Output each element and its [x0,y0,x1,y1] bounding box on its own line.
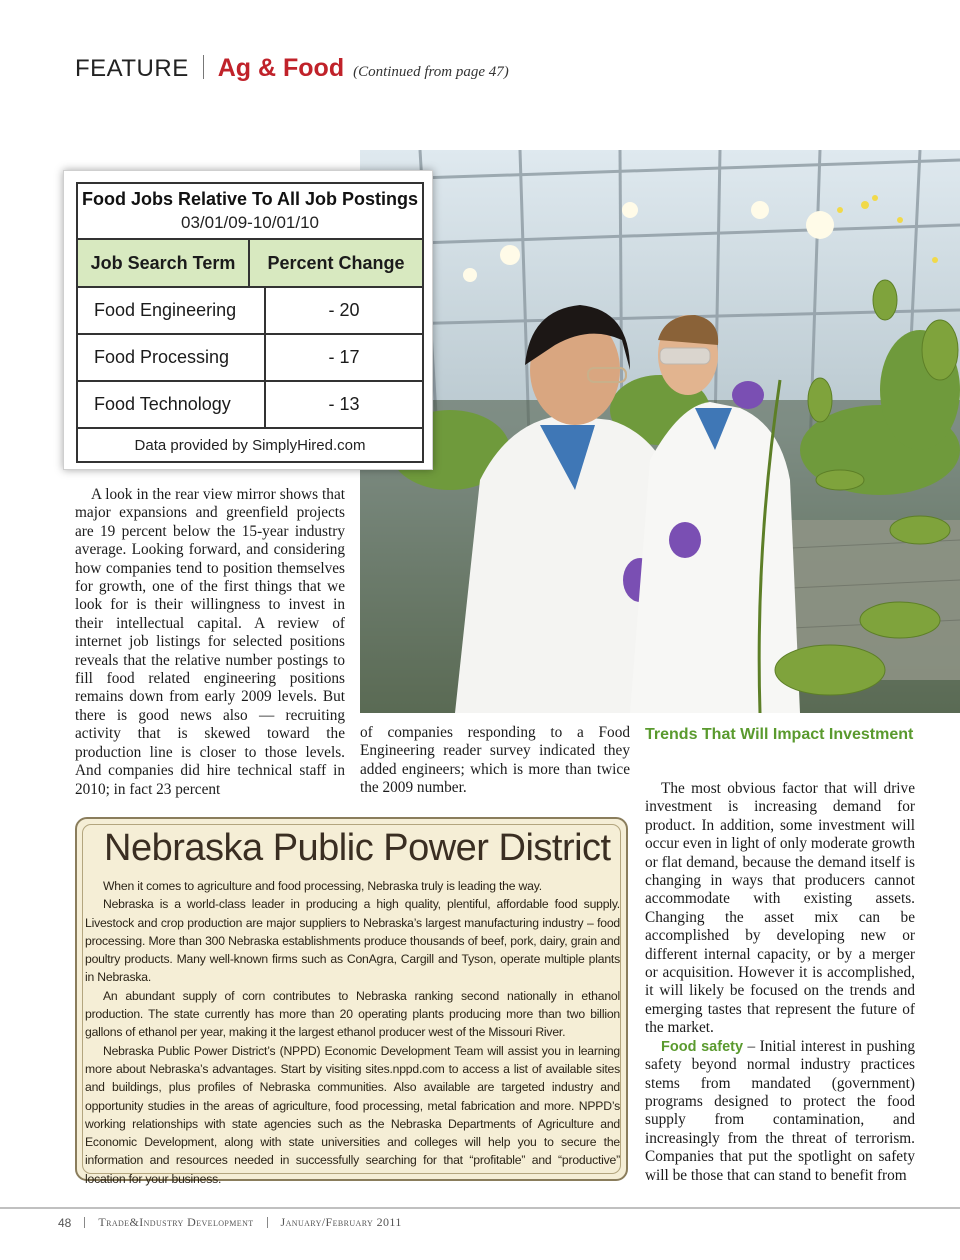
header-divider [203,55,204,79]
article-column-2 [360,724,630,798]
footer-rule [0,1207,960,1209]
food-safety-lead: Food safety [661,1038,744,1055]
table-row [78,335,422,382]
food-jobs-table-box [63,170,433,470]
table-row [78,288,422,335]
ad-paragraph: When it comes to agriculture and food processing, Nebraska truly is leading the way. [103,879,542,893]
job-term-cell: Food Technology [78,382,266,427]
greenhouse-photo [360,150,960,713]
subhead-trends: Trends That Will Impact Investment [645,726,914,743]
table-source: Data provided by SimplyHired.com [134,436,366,454]
article-column-3 [645,780,915,1185]
issue-date: January/February 2011 [280,1215,402,1229]
article-paragraph: The most obvious factor that will drive investment is increasing demand for product. In addition, some investment will occur even in light of only moderate growth or flat demand, because the demand itself is changing in ways that producers cannot accommodate with existing assets. Changing the asset mix can be accomplished by developing new or different internal capacity, or by a merger or acquisition. However it is accomplished, it will likely be focused on the trends and emerging tastes that represent the future of the market. [645,780,915,1037]
ad-paragraph: Nebraska Public Power District’s (NPPD) Economic Development Team will assist you in learning more about Nebraska’s advantages. Start by visiting sites.nppd.com to access a list of available sites and buildings, plus profiles of Nebraska communities. Also available are targeted industry and opportunity studies in the areas of agriculture, food processing, metal fabrication and more. NPPD’s working relationships with state agencies such as the Nebraska Departments of Agriculture and Economic Development, along with state universities and colleges will help you to secure the information and resources needed in successfully searching for that “profitable” and “productive” location for your business. [85,1043,620,1186]
article-paragraph: A look in the rear view mirror shows that major expansions and greenfield projects are 19 percent below the 15-year industry average. Looking forward, and considering how companies tend to position themselves for growth, one of the first things that we look for is their willingness to invest in their intellectual capital. A review of internet job listings for selected positions reveals that the relative number postings to fill food related engineering positions remains down from early 2009 levels. But there is good news also — recruiting activity that is skewed toward the production line is closer to those levels. And companies did hire technical staff in 2010; in fact 23 percent [75,486,345,798]
job-term-cell: Food Processing [78,335,266,380]
food-jobs-table [76,182,424,463]
column-header-change: Percent Change [267,252,405,273]
nppd-advertisement [75,817,628,1186]
job-term-cell: Food Engineering [78,288,266,333]
table-dates: 03/01/09-10/01/10 [180,213,319,232]
article-paragraph-food-safety [645,1038,915,1185]
ad-paragraph: Nebraska is a world-class leader in producing a high quality, plentiful, affordable food supply. Livestock and crop production are major suppliers to Nebraska’s largest manufacturing industry – food processing. More than 300 Nebraska establishments produce thousands of beef, pork, dairy, grain and poultry products. Many well-known firms such as ConAgra, Cargill and Tyson, operate multiple plants in Nebraska. [85,897,620,985]
lab-scientists-photo [360,150,960,713]
food-safety-text: – Initial interest in pushing safety beyond normal industry practices stems from mandated (government) programs designed to protect the food supply from contamination, and increasingly from the threat of terrorism. Companies that put the spotlight on safety will be those that can stand to benefit from [645,1037,915,1184]
page-header [75,52,509,88]
percent-change-cell: - 17 [328,347,360,367]
percent-change-cell: - 13 [328,394,360,414]
table-title-block [78,184,422,240]
percent-change-cell: - 20 [328,300,360,320]
feature-label: FEATURE [75,55,189,82]
section-title: Ag & Food [217,54,345,82]
column-header-term: Job Search Term [78,240,250,286]
ad-title: Nebraska Public Power District [104,827,611,869]
ad-body [85,877,620,1188]
page-footer [58,1215,402,1230]
continued-note: (Continued from page 47) [353,64,509,80]
article-column-1 [75,486,345,799]
footer-divider [267,1217,268,1228]
table-title: Food Jobs Relative To All Job Postings [81,189,419,209]
table-row [78,382,422,429]
article-paragraph: of companies responding to a Food Engineering reader survey indicated they added engineers; which is more than twice the 2009 number. [360,724,630,797]
publication-name: Trade&Industry Development [98,1215,254,1229]
page-number: 48 [58,1215,72,1230]
ad-paragraph: An abundant supply of corn contributes to Nebraska ranking second nationally in ethanol production. The state currently has more than 20 operating plants producing more than two billion gallons of ethanol per year, making it the largest ethanol producer west of the Missouri River. [85,988,620,1040]
table-header-row [78,240,422,288]
footer-divider [84,1217,85,1228]
